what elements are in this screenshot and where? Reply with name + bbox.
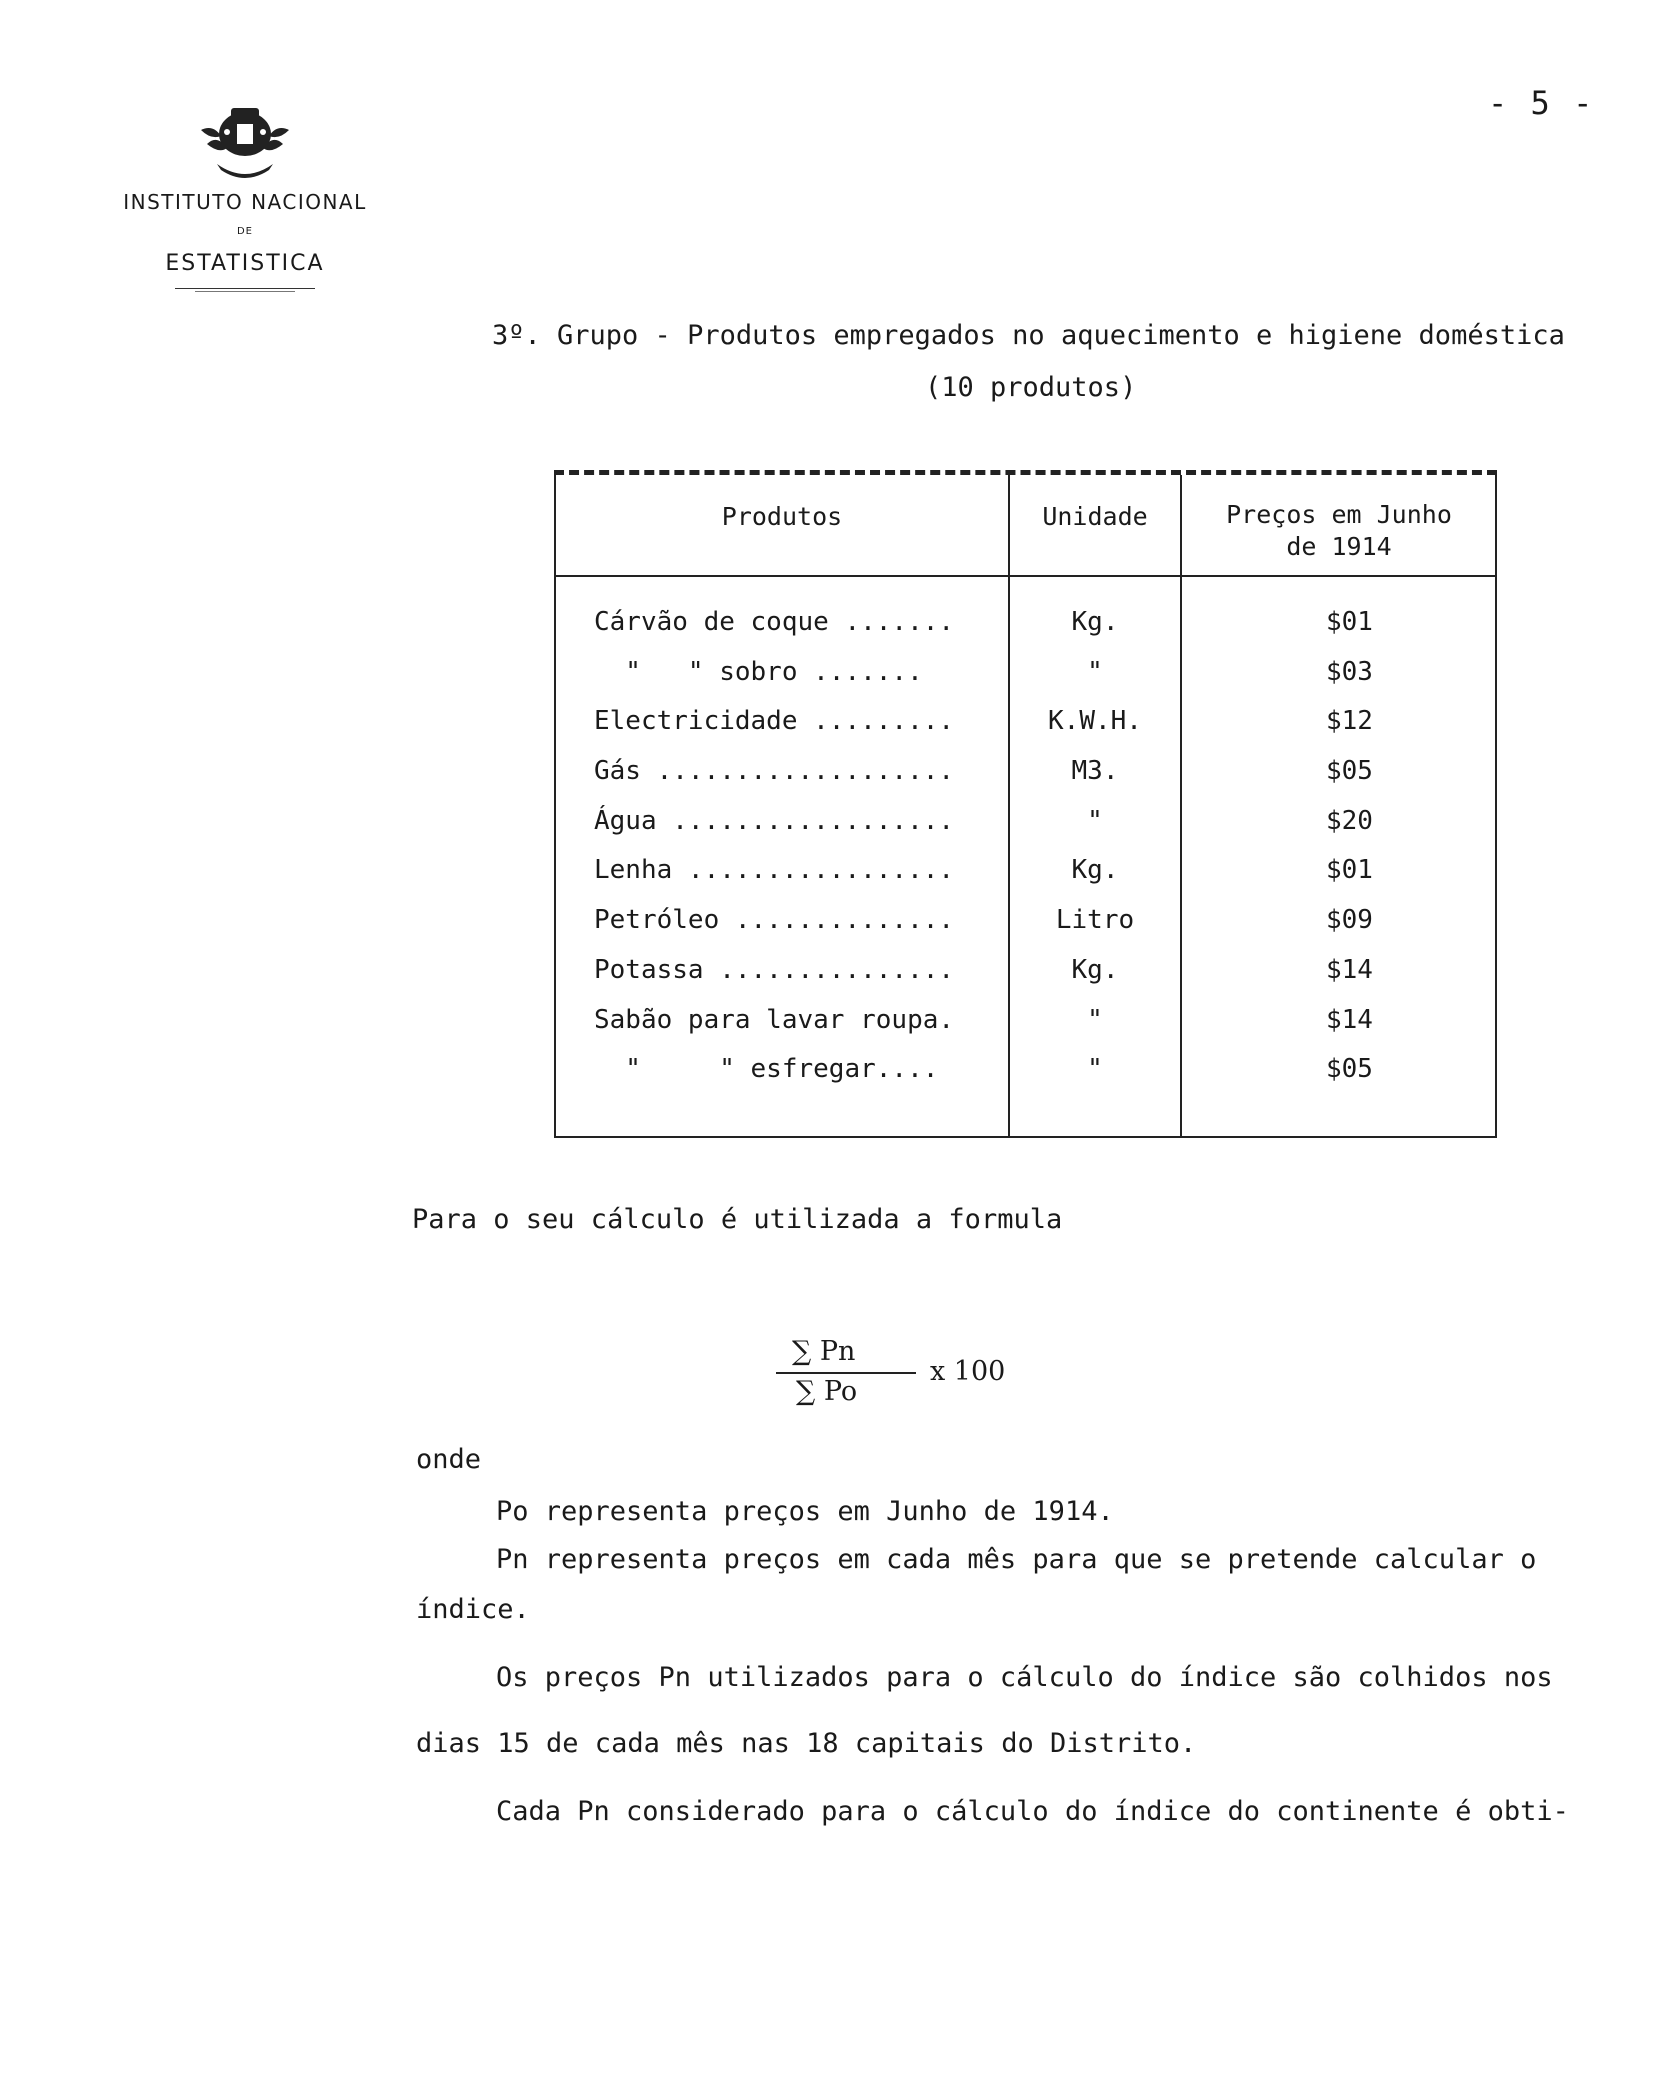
fraction-bar [776,1372,916,1374]
header-rule [175,288,315,289]
formula-numerator: ∑ Pn [792,1336,856,1367]
onde-label: onde [416,1444,482,1475]
formula-denominator: ∑ Po [796,1376,858,1407]
group-subtitle: (10 produtos) [925,372,1137,403]
product-cell: Água .................. [594,805,955,836]
price-cell: $01 [1326,855,1373,886]
unit-cell: Litro [1055,905,1135,936]
price-cell: $01 [1326,607,1373,637]
price-cell: $03 [1326,656,1373,687]
column-header-precos-line2: de 1914 [1286,532,1392,561]
formula-multiplier: x 100 [930,1356,1006,1387]
index-formula [776,1332,1036,1412]
paragraph-line: dias 15 de cada mês nas 18 capitais do Distrito. [416,1728,1197,1759]
unit-cell: M3. [1071,756,1119,787]
coat-of-arms-icon [197,104,293,180]
institution-name-line2: DE [236,226,254,237]
institution-header [100,104,390,292]
table-row [556,657,1495,707]
table-row [556,855,1495,905]
unit-cell: " [1087,1054,1103,1085]
price-cell: $09 [1326,905,1373,936]
product-cell: Gás ................... [594,756,955,787]
unit-cell: Kg. [1071,954,1119,985]
price-cell: $14 [1326,1004,1373,1035]
column-header-unidade: Unidade [1042,502,1148,531]
product-cell: Lenha ................. [594,855,955,886]
product-cell: Electricidade ......... [594,706,955,737]
table-row [556,905,1495,955]
table-row [556,806,1495,856]
paragraph-line: Os preços Pn utilizados para o cálculo do índice são colhidos nos [496,1662,1553,1693]
unit-cell: " [1087,656,1103,687]
table-row [556,1005,1495,1055]
header-rule-thin [195,291,295,292]
product-cell: Potassa ............... [594,954,955,985]
table-row [556,955,1495,1005]
unit-cell: K.W.H. [1048,706,1142,737]
table-row [556,607,1495,657]
table-row [556,706,1495,756]
product-cell: Sabão para lavar roupa. [594,1004,955,1035]
formula-intro: Para o seu cálculo é utilizada a formula [412,1204,1063,1235]
price-cell: $05 [1326,756,1373,787]
product-cell: " " esfregar.... [594,1054,939,1085]
table-row [556,1054,1495,1104]
paragraph-line: Cada Pn considerado para o cálculo do índice do continente é obti- [496,1796,1569,1827]
price-cell: $14 [1326,954,1373,985]
unit-cell: Kg. [1071,607,1119,637]
table-row [556,756,1495,806]
product-cell: Cárvão de coque ....... [594,607,955,637]
table-body [556,607,1495,1104]
column-header-precos-line1: Preços em Junho [1226,500,1452,529]
prices-table [554,470,1497,1138]
group-title: 3º. Grupo - Produtos empregados no aquecimento e higiene doméstica [492,320,1565,351]
unit-cell: " [1087,1004,1103,1035]
pn-definition-line2: índice. [416,1594,530,1625]
po-definition: Po representa preços em Junho de 1914. [496,1496,1114,1527]
institution-name-line1: INSTITUTO NACIONAL [123,190,367,214]
pn-definition-line1: Pn representa preços em cada mês para que se pretende calcular o [496,1544,1537,1575]
price-cell: $12 [1326,706,1373,737]
unit-cell: " [1087,805,1103,836]
page-number: - 5 - [1488,84,1595,122]
product-cell: " " sobro ....... [594,656,923,687]
price-cell: $05 [1326,1054,1373,1085]
unit-cell: Kg. [1071,855,1119,886]
product-cell: Petróleo .............. [594,905,955,936]
column-header-produtos: Produtos [721,502,843,531]
price-cell: $20 [1326,805,1373,836]
institution-name-line3: ESTATISTICA [165,251,325,276]
table-header-rule [556,575,1495,577]
column-header-precos [1182,499,1496,563]
